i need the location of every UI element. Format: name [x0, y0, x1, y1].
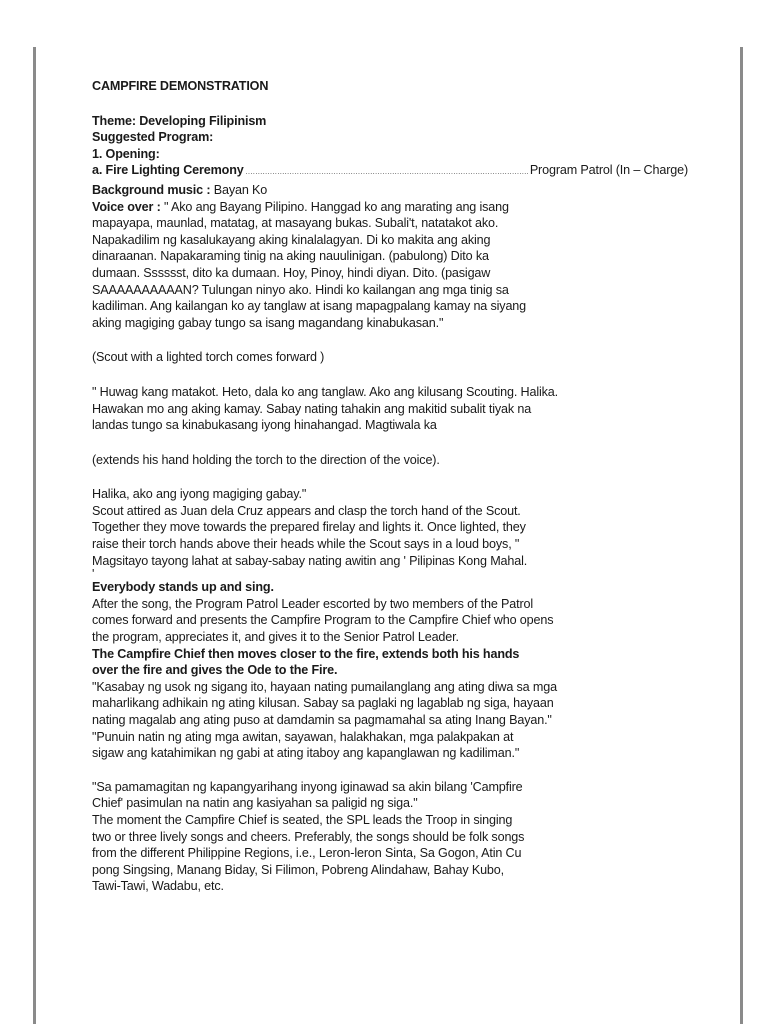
pamamagitan-text: pong Singsing, Manang Biday, Si Filimon, Pobreng Alindahaw, Bahay Kubo,: [92, 862, 504, 877]
fire-lighting-responsible: Program Patrol (In – Charge): [529, 163, 688, 178]
huwag-text: " Huwag kang matakot. Heto, dala ko ang tanglaw. Ako ang kilusang Scouting. Halika.: [92, 384, 558, 399]
dot-leader: [246, 162, 528, 182]
opening-heading: 1. Opening:: [92, 146, 160, 161]
voice-over-text: aking magiging gabay tungo sa isang magandang kinabukasan.": [92, 315, 444, 330]
voice-over-text: mapayapa, maunlad, matatag, at masayang bukas. Subali't, natatakot ako.: [92, 216, 499, 231]
halika-text: Halika, ako ang iyong magiging gabay.": [92, 487, 307, 502]
voice-over-text: dinaraanan. Napakaraming tinig na aking nauulinigan. (pabulong) Dito ka: [92, 249, 489, 264]
pamamagitan-text: Chief' pasimulan na natin ang kasiyahan sa paligid ng siga.": [92, 796, 418, 811]
huwag-text: landas tungo sa kinabukasang iyong hinahangad. Magtiwala ka: [92, 418, 437, 433]
chief-moves-heading: over the fire and gives the Ode to the Fire.: [92, 663, 338, 678]
pamamagitan-text: The moment the Campfire Chief is seated, the SPL leads the Troop in singing: [92, 812, 513, 827]
background-music-value: Bayan Ko: [210, 182, 268, 197]
voice-over-text: dumaan. Sssssst, dito ka dumaan. Hoy, Pinoy, hindi diyan. Dito. (pasigaw: [92, 265, 491, 280]
huwag-text: Hawakan mo ang aking kamay. Sabay nating tahakin ang makitid subalit tiyak na: [92, 401, 532, 416]
chief-moves-heading: The Campfire Chief then moves closer to the fire, extends both his hands: [92, 646, 520, 661]
everybody-stands-heading: Everybody stands up and sing.: [92, 580, 274, 595]
background-music-label: Background music :: [92, 182, 211, 197]
ode-text: "Punuin natin ng ating mga awitan, sayawan, halakhakan, mga palakpakan at: [92, 729, 514, 744]
suggested-program-heading: Suggested Program:: [92, 130, 214, 145]
scout-torch-direction: (Scout with a lighted torch comes forward ): [92, 350, 325, 365]
after-song-text: the program, appreciates it, and gives it to the Senior Patrol Leader.: [92, 630, 459, 645]
voice-over-label: Voice over :: [92, 199, 161, 214]
ode-text: sigaw ang katahimikan ng gabi at ating itaboy ang kapanglawan ng kadiliman.": [92, 746, 520, 761]
fire-lighting-label: a. Fire Lighting Ceremony: [92, 163, 244, 178]
pamamagitan-text: "Sa pamamagitan ng kapangyarihang inyong iginawad sa akin bilang 'Campfire: [92, 779, 523, 794]
voice-over-text: Napakadilim ng kasalukayang aking kinalalagyan. Di ko makita ang aking: [92, 232, 491, 247]
background-music-line: [92, 182, 688, 199]
pamamagitan-text: two or three lively songs and cheers. Preferably, the songs should be folk songs: [92, 829, 525, 844]
halika-text: Scout attired as Juan dela Cruz appears and clasp the torch hand of the Scout.: [92, 503, 521, 518]
ode-text: maharlikang adhikain ng ating kilusan. Sabay sa paglaki ng lagablab ng siga, hayaan: [92, 696, 554, 711]
document-page: [92, 78, 688, 895]
halika-text: Magsitayo tayong lahat at sabay-sabay nating awitin ang ' Pilipinas Kong Mahal.: [92, 553, 528, 568]
left-page-border: [33, 47, 36, 1024]
document-title: CAMPFIRE DEMONSTRATION: [92, 79, 269, 93]
ode-text: nating magalab ang ating puso at damdamin sa pagmamahal sa ating Inang Bayan.": [92, 713, 552, 727]
voice-over-line: [92, 199, 688, 216]
ode-text: "Kasabay ng usok ng sigang ito, hayaan nating pumailanglang ang ating diwa sa mga: [92, 679, 557, 694]
right-page-border: [740, 47, 743, 1024]
voice-over-text: kadiliman. Ang kailangan ko ay tanglaw at isang mapagpalang kamay na siyang: [92, 299, 527, 314]
pamamagitan-text: from the different Philippine Regions, i.e., Leron-leron Sinta, Sa Gogon, Atin Cu: [92, 846, 522, 861]
extends-hand-direction: (extends his hand holding the torch to the direction of the voice).: [92, 452, 440, 467]
halika-text: raise their torch hands above their heads while the Scout says in a loud boys, ": [92, 537, 520, 552]
voice-over-text: SAAAAAAAAAAN? Tulungan ninyo ako. Hindi ko kailangan ang mga tinig sa: [92, 282, 509, 297]
after-song-text: After the song, the Program Patrol Leader escorted by two members of the Patrol: [92, 596, 534, 611]
halika-text: Together they move towards the prepared firelay and lights it. Once lighted, they: [92, 520, 526, 535]
theme-line: Theme: Developing Filipinism: [92, 113, 267, 128]
fire-lighting-line: [92, 162, 688, 182]
after-song-text: comes forward and presents the Campfire Program to the Campfire Chief who opens: [92, 613, 554, 628]
voice-over-text: " Ako ang Bayang Pilipino. Hanggad ko ang marating ang isang: [160, 199, 509, 214]
pamamagitan-text: Tawi-Tawi, Wadabu, etc.: [92, 879, 224, 894]
halika-text: ': [92, 567, 95, 582]
